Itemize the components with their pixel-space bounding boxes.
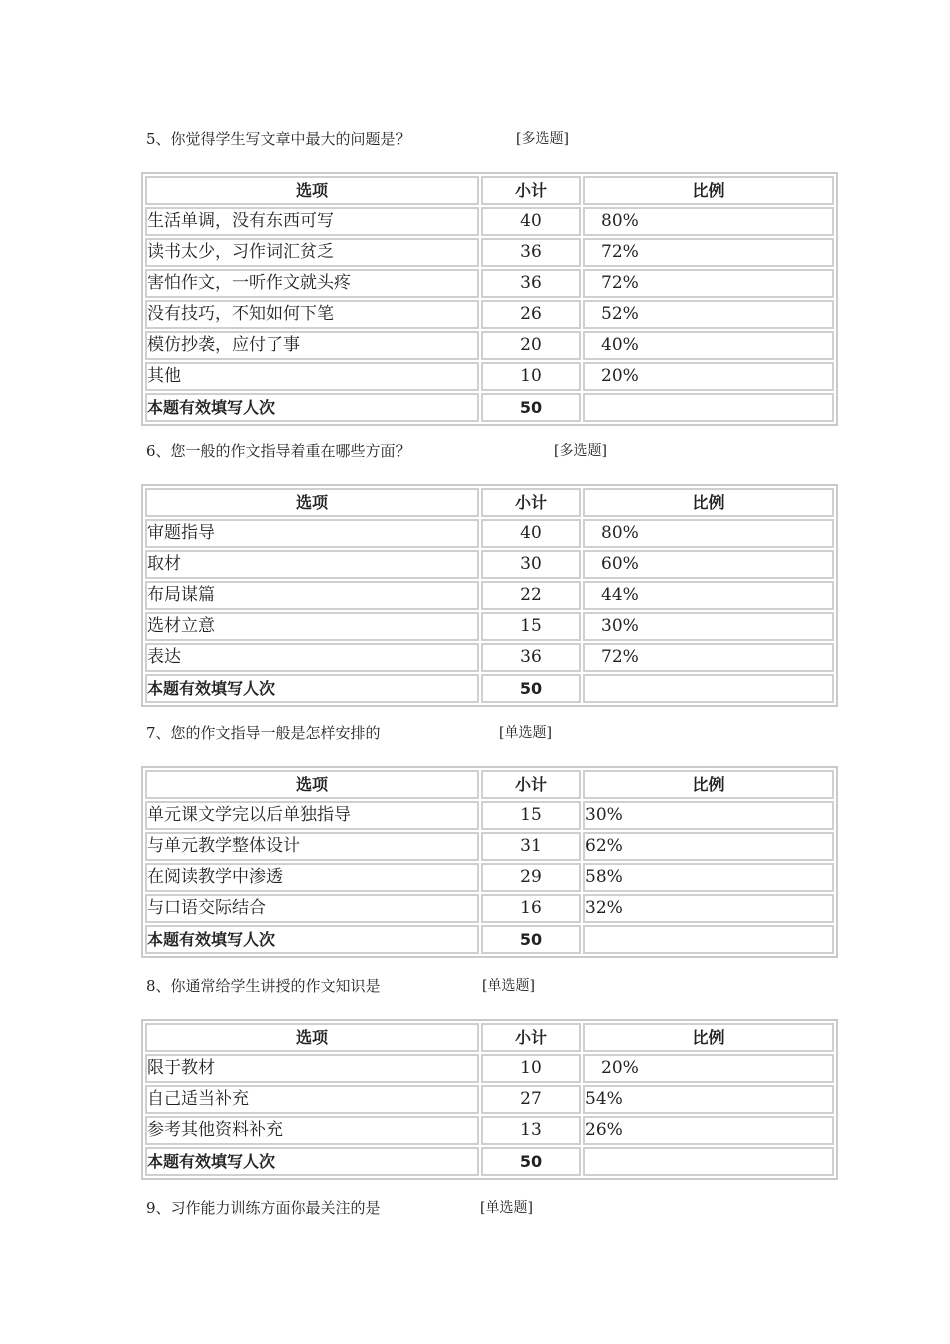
count-cell: 40 xyxy=(481,207,581,236)
table-row xyxy=(145,801,834,830)
option-cell: 单元课文学完以后单独指导 xyxy=(145,801,479,830)
option-cell: 布局谋篇 xyxy=(145,581,479,610)
option-cell: 与口语交际结合 xyxy=(145,894,479,923)
count-cell: 36 xyxy=(481,238,581,267)
question-7-type: [单选题] xyxy=(499,725,552,741)
ratio-cell: 72% xyxy=(583,643,834,672)
option-cell: 模仿抄袭，应付了事 xyxy=(145,331,479,360)
count-cell: 22 xyxy=(481,581,581,610)
count-cell: 15 xyxy=(481,801,581,830)
ratio-cell: 62% xyxy=(583,832,834,861)
table-row xyxy=(145,1116,834,1145)
header-count: 小计 xyxy=(481,770,581,799)
count-cell: 16 xyxy=(481,894,581,923)
header-ratio: 比例 xyxy=(583,176,834,205)
total-count: 50 xyxy=(481,674,581,703)
question-6-type: [多选题] xyxy=(554,443,607,459)
header-count: 小计 xyxy=(481,488,581,517)
ratio-cell: 20% xyxy=(583,362,834,391)
option-cell: 参考其他资料补充 xyxy=(145,1116,479,1145)
count-cell: 36 xyxy=(481,269,581,298)
table-row xyxy=(145,331,834,360)
total-row xyxy=(145,393,834,422)
total-label: 本题有效填写人次 xyxy=(145,1147,479,1176)
count-cell: 27 xyxy=(481,1085,581,1114)
table-row xyxy=(145,863,834,892)
option-cell: 审题指导 xyxy=(145,519,479,548)
ratio-cell: 52% xyxy=(583,300,834,329)
option-cell: 与单元教学整体设计 xyxy=(145,832,479,861)
total-row xyxy=(145,1147,834,1176)
ratio-cell: 80% xyxy=(583,519,834,548)
ratio-cell: 40% xyxy=(583,331,834,360)
table-row xyxy=(145,207,834,236)
header-ratio: 比例 xyxy=(583,488,834,517)
table-row xyxy=(145,832,834,861)
option-cell: 取材 xyxy=(145,550,479,579)
table-header-row xyxy=(145,1023,834,1052)
total-ratio xyxy=(583,393,834,422)
option-cell: 限于教材 xyxy=(145,1054,479,1083)
total-row xyxy=(145,674,834,703)
option-cell: 害怕作文，一听作文就头疼 xyxy=(145,269,479,298)
table-header-row xyxy=(145,176,834,205)
ratio-cell: 60% xyxy=(583,550,834,579)
question-5-type: [多选题] xyxy=(516,131,569,147)
count-cell: 30 xyxy=(481,550,581,579)
option-cell: 其他 xyxy=(145,362,479,391)
count-cell: 13 xyxy=(481,1116,581,1145)
total-count: 50 xyxy=(481,1147,581,1176)
table-row xyxy=(145,550,834,579)
table-row xyxy=(145,519,834,548)
header-count: 小计 xyxy=(481,176,581,205)
question-6-title: 6、您一般的作文指导着重在哪些方面？ xyxy=(146,442,411,460)
table-row xyxy=(145,1085,834,1114)
count-cell: 36 xyxy=(481,643,581,672)
question-7-title: 7、您的作文指导一般是怎样安排的 xyxy=(146,724,381,742)
option-cell: 选材立意 xyxy=(145,612,479,641)
header-ratio: 比例 xyxy=(583,770,834,799)
header-option: 选项 xyxy=(145,176,479,205)
question-7-table xyxy=(141,766,838,958)
ratio-cell: 26% xyxy=(583,1116,834,1145)
header-option: 选项 xyxy=(145,770,479,799)
ratio-cell: 80% xyxy=(583,207,834,236)
header-ratio: 比例 xyxy=(583,1023,834,1052)
count-cell: 20 xyxy=(481,331,581,360)
table-row xyxy=(145,1054,834,1083)
ratio-cell: 72% xyxy=(583,238,834,267)
count-cell: 26 xyxy=(481,300,581,329)
question-8-table xyxy=(141,1019,838,1180)
question-8-type: [单选题] xyxy=(482,978,535,994)
ratio-cell: 20% xyxy=(583,1054,834,1083)
total-label: 本题有效填写人次 xyxy=(145,674,479,703)
count-cell: 10 xyxy=(481,1054,581,1083)
option-cell: 生活单调，没有东西可写 xyxy=(145,207,479,236)
ratio-cell: 54% xyxy=(583,1085,834,1114)
table-row xyxy=(145,612,834,641)
table-row xyxy=(145,643,834,672)
total-ratio xyxy=(583,1147,834,1176)
table-row xyxy=(145,238,834,267)
ratio-cell: 30% xyxy=(583,612,834,641)
question-8-title: 8、你通常给学生讲授的作文知识是 xyxy=(146,977,381,995)
option-cell: 表达 xyxy=(145,643,479,672)
ratio-cell: 72% xyxy=(583,269,834,298)
total-ratio xyxy=(583,925,834,954)
question-9-title: 9、习作能力训练方面你最关注的是 xyxy=(146,1199,381,1217)
ratio-cell: 32% xyxy=(583,894,834,923)
count-cell: 10 xyxy=(481,362,581,391)
total-count: 50 xyxy=(481,925,581,954)
table-header-row xyxy=(145,770,834,799)
question-5-title: 5、你觉得学生写文章中最大的问题是？ xyxy=(146,130,411,148)
table-row xyxy=(145,581,834,610)
ratio-cell: 58% xyxy=(583,863,834,892)
ratio-cell: 44% xyxy=(583,581,834,610)
question-9-type: [单选题] xyxy=(480,1200,533,1216)
header-option: 选项 xyxy=(145,488,479,517)
header-option: 选项 xyxy=(145,1023,479,1052)
table-row xyxy=(145,362,834,391)
option-cell: 自己适当补充 xyxy=(145,1085,479,1114)
total-count: 50 xyxy=(481,393,581,422)
question-5-table xyxy=(141,172,838,426)
total-label: 本题有效填写人次 xyxy=(145,925,479,954)
table-header-row xyxy=(145,488,834,517)
option-cell: 没有技巧，不知如何下笔 xyxy=(145,300,479,329)
total-row xyxy=(145,925,834,954)
table-row xyxy=(145,269,834,298)
count-cell: 29 xyxy=(481,863,581,892)
question-6-table xyxy=(141,484,838,707)
total-label: 本题有效填写人次 xyxy=(145,393,479,422)
count-cell: 15 xyxy=(481,612,581,641)
option-cell: 在阅读教学中渗透 xyxy=(145,863,479,892)
header-count: 小计 xyxy=(481,1023,581,1052)
total-ratio xyxy=(583,674,834,703)
count-cell: 31 xyxy=(481,832,581,861)
count-cell: 40 xyxy=(481,519,581,548)
table-row xyxy=(145,300,834,329)
table-row xyxy=(145,894,834,923)
option-cell: 读书太少，习作词汇贫乏 xyxy=(145,238,479,267)
ratio-cell: 30% xyxy=(583,801,834,830)
